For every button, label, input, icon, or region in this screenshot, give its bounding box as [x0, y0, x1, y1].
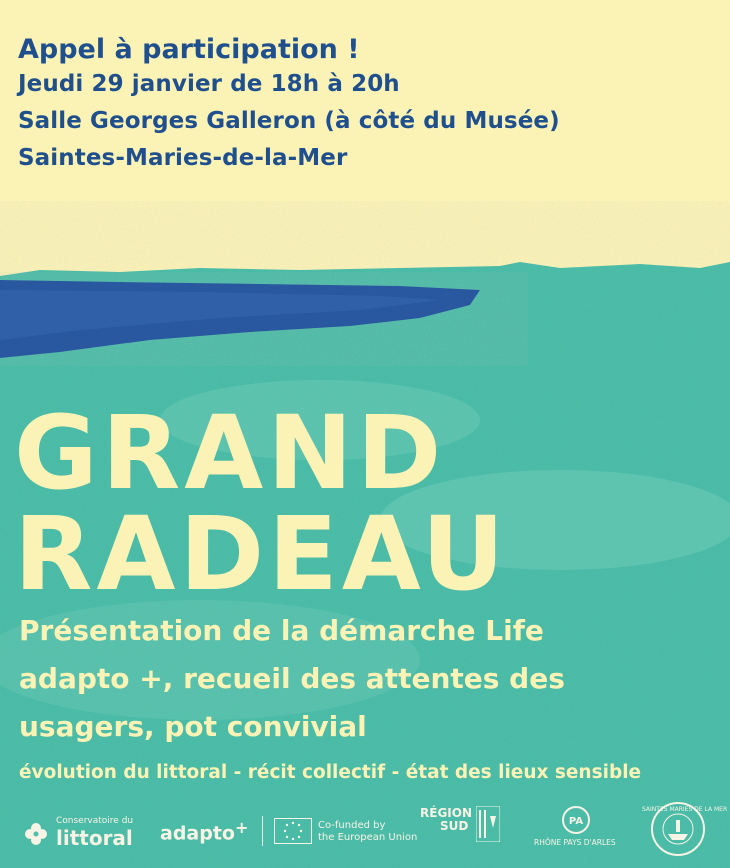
saintes-text: SAINTES MARIES DE LA MER [642, 806, 728, 813]
event-date: Jeudi 29 janvier de 18h à 20h [18, 71, 400, 97]
description-line3: usagers, pot convivial [19, 710, 367, 743]
rhone-emblem-icon [562, 806, 590, 834]
event-city: Saintes-Maries-de-la-Mer [18, 145, 348, 171]
partner-logos [0, 800, 730, 868]
conservatoire-logo [22, 812, 142, 852]
event-place: Salle Georges Galleron (à côté du Musée) [18, 108, 560, 134]
eu-logo [274, 816, 418, 848]
eu-line2: the European Union [318, 832, 418, 843]
conservatoire-small: Conservatoire du [56, 816, 134, 826]
main-title-line1: GRAND [14, 394, 446, 513]
region-sud-logo [420, 804, 505, 852]
event-description [19, 607, 719, 751]
main-title [14, 394, 509, 614]
description-line1: Présentation de la démarche Life [19, 614, 544, 647]
svg-text:PA: PA [568, 816, 584, 827]
region-emblem-icon [476, 806, 500, 842]
event-call-title: Appel à participation ! [18, 34, 360, 65]
plus-icon: + [234, 818, 249, 837]
adapto-text: adapto [160, 822, 235, 845]
adapto-logo [160, 818, 260, 848]
description-line2: adapto +, recueil des attentes des [19, 662, 565, 695]
rhone-text: RHÔNE PAYS D'ARLES [534, 838, 616, 847]
main-title-line2: RADEAU [14, 495, 509, 614]
saintes-maries-logo [642, 800, 728, 860]
eu-line1: Co-funded by [318, 820, 386, 831]
region-line2: SUD [440, 819, 469, 833]
flower-icon [22, 820, 50, 848]
logo-divider [262, 816, 263, 846]
conservatoire-big: littoral [56, 826, 133, 850]
event-header [18, 34, 560, 177]
region-line1: RÉGION [420, 806, 472, 820]
rhone-logo [532, 804, 622, 854]
event-tags: évolution du littoral - récit collectif - état des lieux sensible [19, 762, 642, 783]
eu-flag-icon [274, 818, 312, 844]
